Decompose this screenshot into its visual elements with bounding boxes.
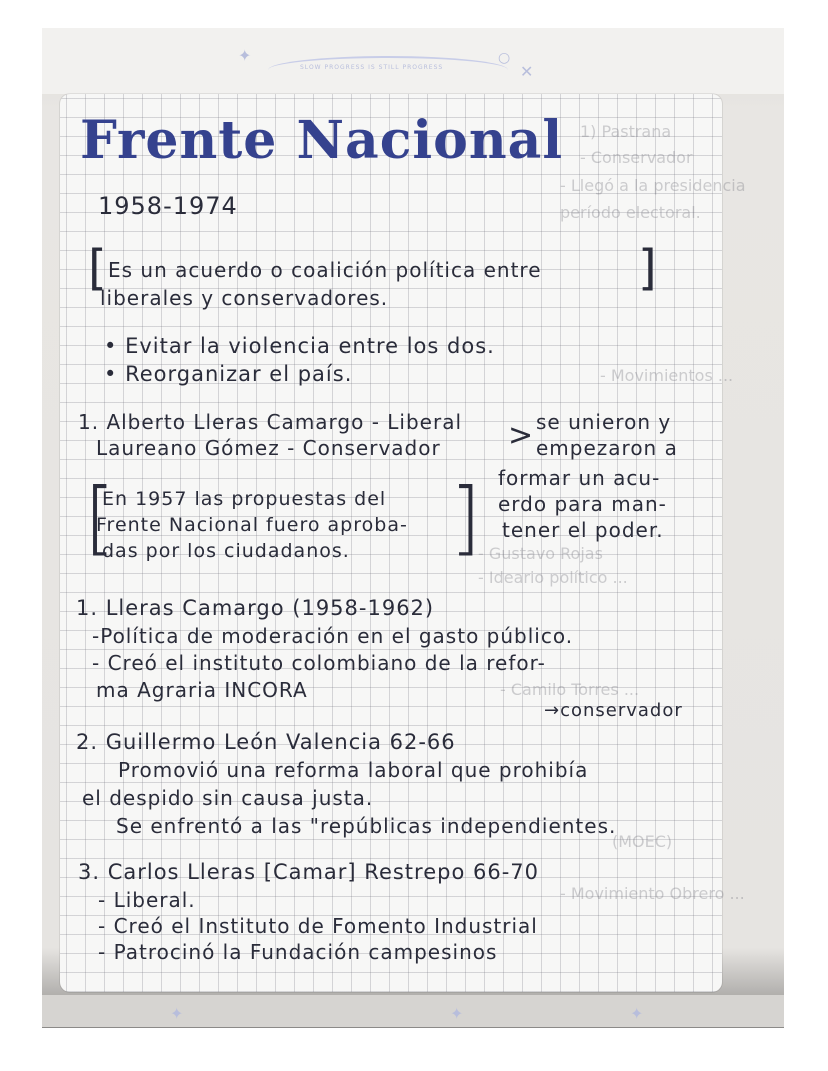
president-line: - Liberal. xyxy=(98,888,196,912)
president-heading: 3. Carlos Lleras [Camar] Restrepo 66-70 xyxy=(78,860,540,884)
result-line: formar un acu- xyxy=(498,466,661,490)
president-heading: 2. Guillermo León Valencia 62-66 xyxy=(76,730,456,754)
president-heading: 1. Lleras Camargo (1958-1962) xyxy=(76,596,435,620)
definition-line: liberales y conservadores. xyxy=(100,286,389,310)
leader-line: Laureano Gómez - Conservador xyxy=(96,436,441,460)
president-line: Se enfrentó a las "repúblicas independientes. xyxy=(116,814,617,838)
ghost-text: - Movimiento Obrero ... xyxy=(560,884,745,903)
star-icon: ✦ xyxy=(630,1004,644,1023)
party-note: →conservador xyxy=(544,700,683,721)
star-icon: ✕ xyxy=(520,62,534,81)
star-icon: ✦ xyxy=(170,1004,184,1023)
ghost-text: - Llegó a la presidencia xyxy=(560,176,746,195)
result-line: se unieron y xyxy=(536,410,672,434)
ghost-text: - Camilo Torres ... xyxy=(500,680,640,699)
goal-item: • Evitar la violencia entre los dos. xyxy=(104,334,495,358)
president-line: ma Agraria INCORA xyxy=(96,678,308,702)
president-line: -Política de moderación en el gasto público. xyxy=(92,624,574,648)
approval-line: Frente Nacional fuero aproba- xyxy=(96,514,408,536)
right-bracket: ] xyxy=(450,471,482,564)
president-line: el despido sin causa justa. xyxy=(82,786,374,810)
page-title: Frente Nacional xyxy=(80,110,564,171)
approval-line: das por los ciudadanos. xyxy=(102,540,350,562)
ghost-text: - Movimientos ... xyxy=(600,366,734,385)
star-icon: ✦ xyxy=(450,1004,464,1023)
ghost-text: período electoral. xyxy=(560,203,701,222)
star-icon: ○ xyxy=(498,50,511,66)
star-icon: ✦ xyxy=(238,46,252,65)
left-bracket: [ xyxy=(84,471,116,564)
president-line: - Patrocinó la Fundación campesinos xyxy=(98,940,498,964)
banner-text: SLOW PROGRESS IS STILL PROGRESS xyxy=(300,64,444,71)
leader-line: 1. Alberto Lleras Camargo - Liberal xyxy=(78,410,463,434)
left-bracket: [ xyxy=(88,240,107,296)
approval-line: En 1957 las propuestas del xyxy=(102,488,387,510)
ghost-text: - Gustavo Rojas xyxy=(478,544,603,563)
result-line: erdo para man- xyxy=(498,492,667,516)
definition-line: Es un acuerdo o coalición política entre xyxy=(108,258,542,282)
result-line: empezaron a xyxy=(536,436,678,460)
ghost-text: (MOEC) xyxy=(612,832,673,851)
leader-arrow: > xyxy=(508,418,535,453)
ghost-text: 1) Pastrana xyxy=(580,122,672,141)
years: 1958-1974 xyxy=(98,192,238,220)
goal-item: • Reorganizar el país. xyxy=(104,362,352,386)
result-line: tener el poder. xyxy=(502,518,664,542)
ghost-text: - Conservador xyxy=(580,148,693,167)
right-bracket: ] xyxy=(638,240,657,296)
ghost-text: - Ideario político ... xyxy=(478,568,628,587)
president-line: - Creó el instituto colombiano de la refor- xyxy=(92,651,546,675)
president-line: - Creó el Instituto de Fomento Industrial xyxy=(98,914,538,938)
president-line: Promovió una reforma laboral que prohibía xyxy=(118,758,589,782)
page-footer-strip xyxy=(42,995,784,1027)
